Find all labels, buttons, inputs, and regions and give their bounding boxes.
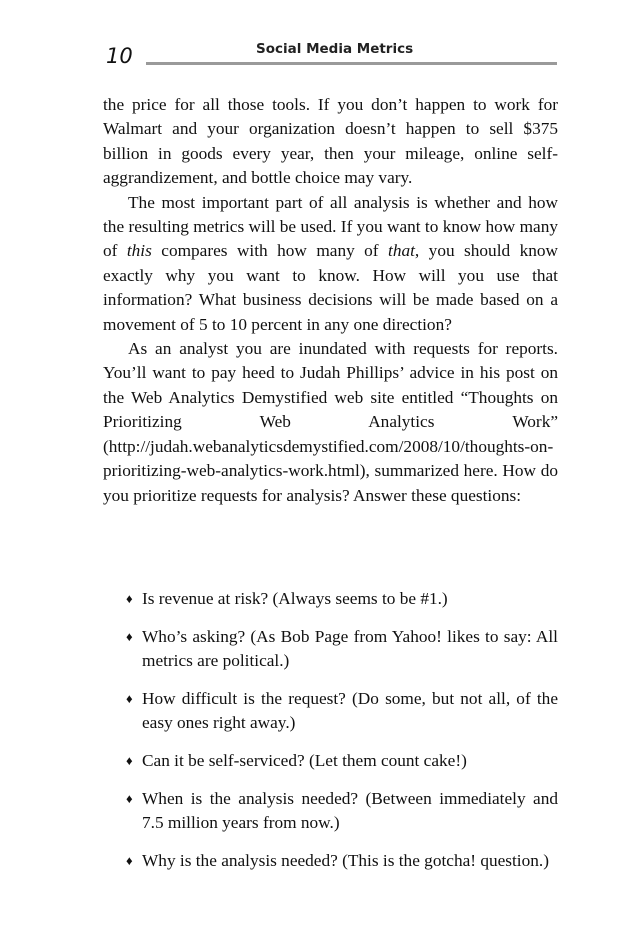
bullet-diamond-icon: ♦: [126, 790, 133, 806]
list-item: [126, 787, 558, 836]
header-rule: [146, 62, 557, 65]
list-item: [126, 687, 558, 736]
list-item: [126, 849, 558, 873]
paragraph-text: , you should know exactly why you want to know. How will you use that information? What business decisions will be made based on a movement of 5 to 10 percent in any one direction?: [103, 241, 558, 334]
paragraph-analyst-requests: As an analyst you are inundated with requests for reports. You’ll want to pay heed to Judah Phillips’ advice in his post on the Web Analytics Demystified web site entitled “Thoughts on Prioritizing Web Analytics Work” (http://judah.webanalyticsdemystified.com/2008/10/thoughts-on-prioritizing-web-analytics-work.html), summarized here. How do you prioritize requests for analysis? Answer these questions:: [103, 339, 558, 505]
list-item: [126, 625, 558, 674]
paragraph-metrics-usage: [103, 191, 558, 337]
emphasis-that: that: [388, 241, 415, 261]
page-number: 10: [106, 44, 133, 68]
paragraph-continuation: the price for all those tools. If you don’t happen to work for Walmart and your organization doesn’t happen to sell $375 billion in goods every year, then your mileage, online self-aggrandizement, and bottle choice may vary.: [103, 95, 558, 188]
list-item-text: Who’s asking? (As Bob Page from Yahoo! likes to say: All metrics are political.): [142, 626, 558, 671]
bullet-diamond-icon: ♦: [126, 852, 133, 868]
bullet-diamond-icon: ♦: [126, 591, 133, 606]
list-item: [126, 749, 558, 773]
bullet-diamond-icon: ♦: [126, 628, 133, 644]
list-item-text: When is the analysis needed? (Between immediately and 7.5 million years from now.): [142, 788, 558, 833]
list-item-text: How difficult is the request? (Do some, but not all, of the easy ones right away.): [142, 688, 558, 733]
paragraph-text: The most important part of all analysis is whether and how the resulting metrics will be used. If you want to know how many of: [103, 192, 558, 261]
question-list: [126, 587, 558, 886]
list-item-text: Can it be self-serviced? (Let them count cake!): [142, 750, 467, 770]
list-item-text: Is revenue at risk? (Always seems to be #1.): [142, 589, 448, 608]
bullet-diamond-icon: ♦: [126, 752, 133, 768]
running-title: Social Media Metrics: [256, 41, 414, 57]
body-text: [103, 93, 558, 508]
emphasis-this: this: [126, 241, 152, 261]
bullet-diamond-icon: ♦: [126, 690, 133, 706]
page-header: [0, 0, 630, 80]
paragraph-text: compares with how many of: [151, 241, 389, 261]
list-item: [126, 587, 558, 611]
list-item-text: Why is the analysis needed? (This is the gotcha! question.): [142, 850, 549, 870]
